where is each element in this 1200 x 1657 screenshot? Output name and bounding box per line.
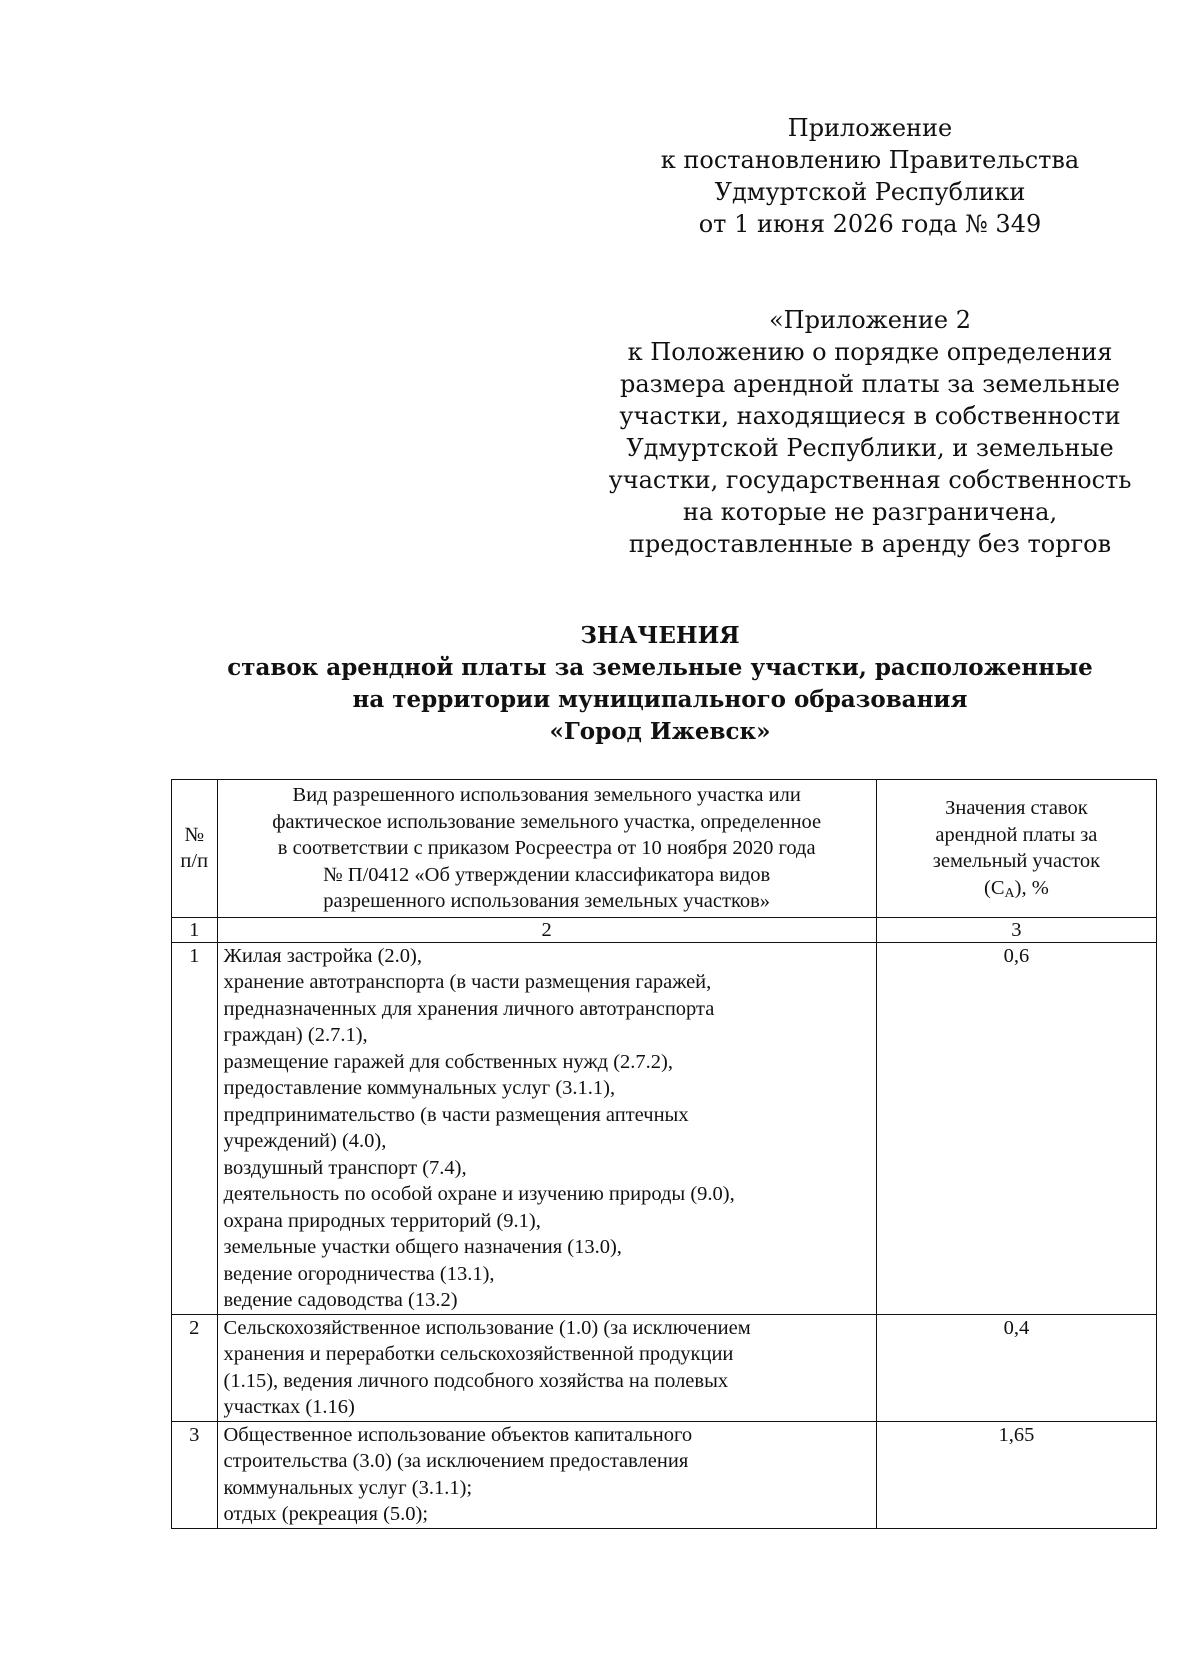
rate-symbol-subscript: А — [1004, 885, 1015, 901]
annex-line: «Приложение 2 — [768, 306, 972, 334]
row-number: 2 — [172, 1314, 218, 1421]
header-kind-line: в соответствии с приказом Росреестра от 10 ноября 2020 года — [277, 837, 816, 859]
table-index-row — [172, 917, 1157, 942]
header-kind-line: № П/0412 «Об утверждении классификатора видов — [323, 863, 771, 886]
rate-symbol-suffix: ), % — [1014, 876, 1049, 899]
table-row — [172, 942, 1157, 1314]
row-kind-line: предоставление коммунальных услуг (3.1.1), — [223, 1077, 616, 1099]
heading-line: ставок арендной платы за земельные участки, расположенные — [227, 654, 1093, 681]
row-kind-line: ведение садоводства (13.2) — [223, 1289, 458, 1311]
header-num-line: п/п — [180, 850, 209, 873]
header-rate — [876, 780, 1156, 918]
row-kind-line: Сельскохозяйственное использование (1.0) (за исключением — [223, 1316, 751, 1339]
row-kind — [217, 1314, 876, 1421]
row-kind-line: Общественное использование объектов капитального — [223, 1423, 693, 1446]
annex-line: участки, находящиеся в собственности — [619, 402, 1121, 430]
row-kind-line: деятельность по особой охране и изучению природы (9.0), — [223, 1183, 735, 1205]
heading-line: «Город Ижевск» — [549, 718, 771, 745]
table-header-row — [172, 780, 1157, 918]
attachment-line: к постановлению Правительства — [660, 146, 1080, 174]
row-kind-line: хранения и переработки сельскохозяйственной продукции — [223, 1343, 734, 1365]
header-kind — [217, 780, 876, 918]
header-num — [172, 780, 218, 918]
index-cell: 2 — [217, 917, 876, 942]
annex-line: на которые не разграничена, — [682, 498, 1058, 526]
header-rate-line: земельный участок — [932, 850, 1101, 873]
row-kind-line: граждан) (2.7.1), — [223, 1024, 368, 1046]
header-kind-line: Вид разрешенного использования земельного участка или — [292, 784, 801, 806]
row-kind-line: предпринимательство (в части размещения аптечных — [223, 1103, 689, 1126]
row-kind-line: (1.15), ведения личного подсобного хозяйства на полевых — [223, 1369, 729, 1392]
row-kind-line: хранение автотранспорта (в части размещения гаражей, — [223, 971, 712, 993]
header-kind-line: разрешенного использования земельных участков» — [323, 890, 771, 912]
header-rate-line: арендной платы за — [935, 823, 1098, 846]
row-kind-line: строительства (3.0) (за исключением предоставления — [223, 1450, 689, 1472]
header-kind-line: фактическое использование земельного участка, определенное — [272, 810, 822, 833]
rate-symbol-open: (С — [984, 876, 1005, 899]
table-row — [172, 1314, 1157, 1421]
row-kind-line: учреждений) (4.0), — [223, 1130, 387, 1152]
row-kind-line: воздушный транспорт (7.4), — [223, 1156, 467, 1179]
row-rate: 0,4 — [876, 1314, 1156, 1421]
heading-line: на территории муниципального образования — [352, 686, 968, 713]
header-rate-line: Значения ставок — [945, 797, 1088, 820]
row-kind-line: ведение огородничества (13.1), — [223, 1262, 495, 1285]
row-number: 3 — [172, 1421, 218, 1528]
attachment-line: Удмуртской Республики — [714, 178, 1026, 206]
row-kind-line: участках (1.16) — [223, 1396, 355, 1418]
document-heading — [160, 620, 1160, 748]
row-kind-line: размещение гаражей для собственных нужд (2.7.2), — [223, 1050, 673, 1073]
index-cell: 1 — [172, 917, 218, 942]
row-rate: 0,6 — [876, 942, 1156, 1314]
attachment-block — [600, 112, 1140, 240]
header-rate-symbol — [883, 875, 1150, 902]
row-kind-line: охрана природных территорий (9.1), — [223, 1209, 541, 1232]
row-kind-line: предназначенных для хранения личного автотранспорта — [223, 997, 715, 1020]
row-kind-line: Жилая застройка (2.0), — [223, 944, 422, 967]
row-kind — [217, 1421, 876, 1528]
row-kind-line: земельные участки общего назначения (13.0), — [223, 1236, 622, 1258]
index-cell: 3 — [876, 917, 1156, 942]
row-rate: 1,65 — [876, 1421, 1156, 1528]
attachment-line: Приложение — [787, 114, 953, 142]
annex-line: участки, государственная собственность — [608, 466, 1132, 494]
row-kind — [217, 942, 876, 1314]
annex-line: Удмуртской Республики, и земельные — [626, 434, 1114, 462]
annex-line: предоставленные в аренду без торгов — [628, 530, 1112, 558]
header-num-line: № — [184, 823, 205, 846]
attachment-line: от 1 июня 2026 года № 349 — [698, 210, 1042, 238]
row-kind-line: коммунальных услуг (3.1.1); — [223, 1476, 473, 1499]
annex-line: к Положению о порядке определения — [627, 338, 1113, 366]
row-number: 1 — [172, 942, 218, 1314]
heading-title: ЗНАЧЕНИЯ — [580, 622, 740, 649]
annex-line: размера арендной платы за земельные — [619, 370, 1120, 398]
annex-block — [600, 304, 1140, 560]
rates-table — [171, 779, 1157, 1529]
table-row — [172, 1421, 1157, 1528]
row-kind-line: отдых (рекреация (5.0); — [223, 1503, 429, 1525]
